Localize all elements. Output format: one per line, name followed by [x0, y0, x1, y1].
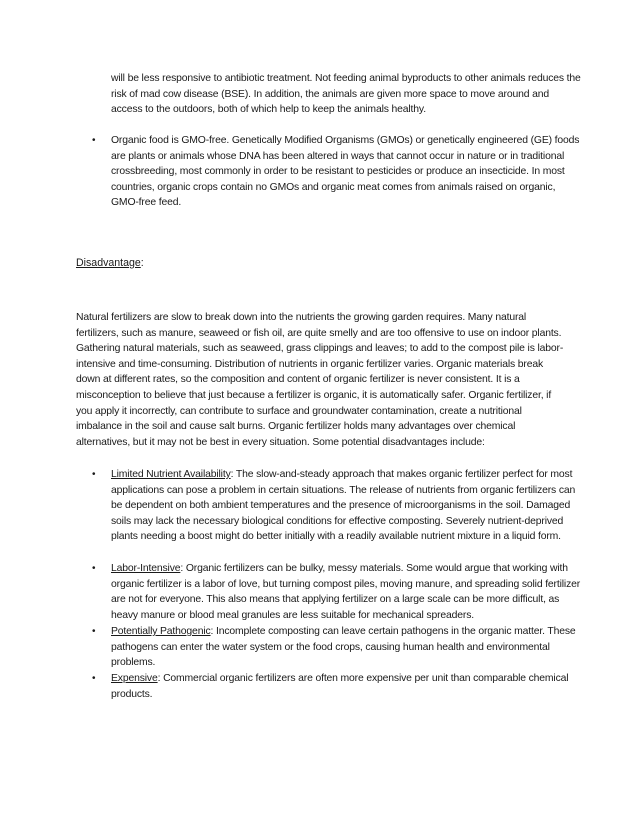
bullet-icon: • — [92, 469, 96, 480]
heading-text: Disadvantage — [76, 257, 141, 269]
list-item-text: : Incomplete composting can leave certain pathogens in the organic matter. These pathogens can enter the water system or the food crops, causing human health and environmental problems. — [111, 626, 576, 669]
list-item-term: Expensive — [111, 673, 158, 684]
list-item — [92, 467, 581, 545]
disadvantage-paragraph: Natural fertilizers are slow to break down into the nutrients the growing garden requires. Many natural fertilizers, such as manure, seaweed or fish oil, are quite smelly and are too offensive to use on indoor plants. Gathering natural materials, such as seaweed, grass clippings and leaves; to add to the compost pile is labor-intensive and time-consuming. Distribution of nutrients in organic fertilizer varies. Organic materials break down at different rates, so the composition and content of organic fertilizer is never consistent. It is a misconception to believe that just because a fertilizer is organic, it is automatically safer. Organic fertilizer, if you apply it incorrectly, can contribute to surface and groundwater contamination, create a nutritional imbalance in the soil and cause salt burns. Organic fertilizer holds many advantages over chemical alternatives, but it may not be best in every situation. Some potential disadvantages include: — [76, 312, 564, 448]
list-item — [92, 671, 581, 702]
list-item-text: : Organic fertilizers can be bulky, messy materials. Some would argue that working with organic fertilizer is a labor of love, but turning compost piles, moving manure, and spreading solid fertilizer are not for everyone. This also means that applying fertilizer on a large scale can be more difficult, as heavy manure or blood meal granules are less suitable for mechanical spreaders. — [111, 563, 581, 621]
continued-paragraph: will be less responsive to antibiotic treatment. Not feeding animal byproducts to other animals reduces the risk of mad cow disease (BSE). In addition, the animals are given more space to move around and access to the outdoors, both of which help to keep the animals healthy. — [111, 73, 581, 116]
list-item-term: Limited Nutrient Availability — [111, 469, 231, 480]
list-item-text: : The slow-and-steady approach that makes organic fertilizer perfect for most applications can pose a problem in certain situations. The release of nutrients from organic fertilizers can be dependent on both ambient temperatures and the presence of microorganisms in the soil. Damaged soils may lack the necessary biological conditions for effective composting. Severely nutrient-deprived plants needing a boost might do better initially with a readily available nutrient mixture in a liquid form. — [111, 469, 576, 543]
list-item-gmo — [92, 133, 581, 211]
list-item-text: Organic food is GMO-free. Genetically Modified Organisms (GMOs) or genetically engineered (GE) foods are plants or animals whose DNA has been altered in ways that cannot occur in nature or in traditional crossbreeding, most commonly in order to be resistant to pesticides or produce an insecticide. In most countries, organic crops contain no GMOs and organic meat comes from animals raised on organic, GMO-free feed. — [111, 135, 580, 209]
list-item-term: Potentially Pathogenic — [111, 626, 211, 637]
section-heading — [76, 256, 144, 272]
heading-colon: : — [140, 257, 144, 269]
bullet-icon: • — [92, 626, 96, 637]
list-item — [92, 561, 581, 623]
list-item-term: Labor-Intensive — [111, 563, 181, 574]
bullet-icon: • — [92, 135, 96, 146]
bullet-icon: • — [92, 673, 96, 684]
list-item-text: : Commercial organic fertilizers are often more expensive per unit than comparable chemical products. — [111, 673, 569, 700]
bullet-icon: • — [92, 563, 96, 574]
list-item — [92, 624, 581, 671]
